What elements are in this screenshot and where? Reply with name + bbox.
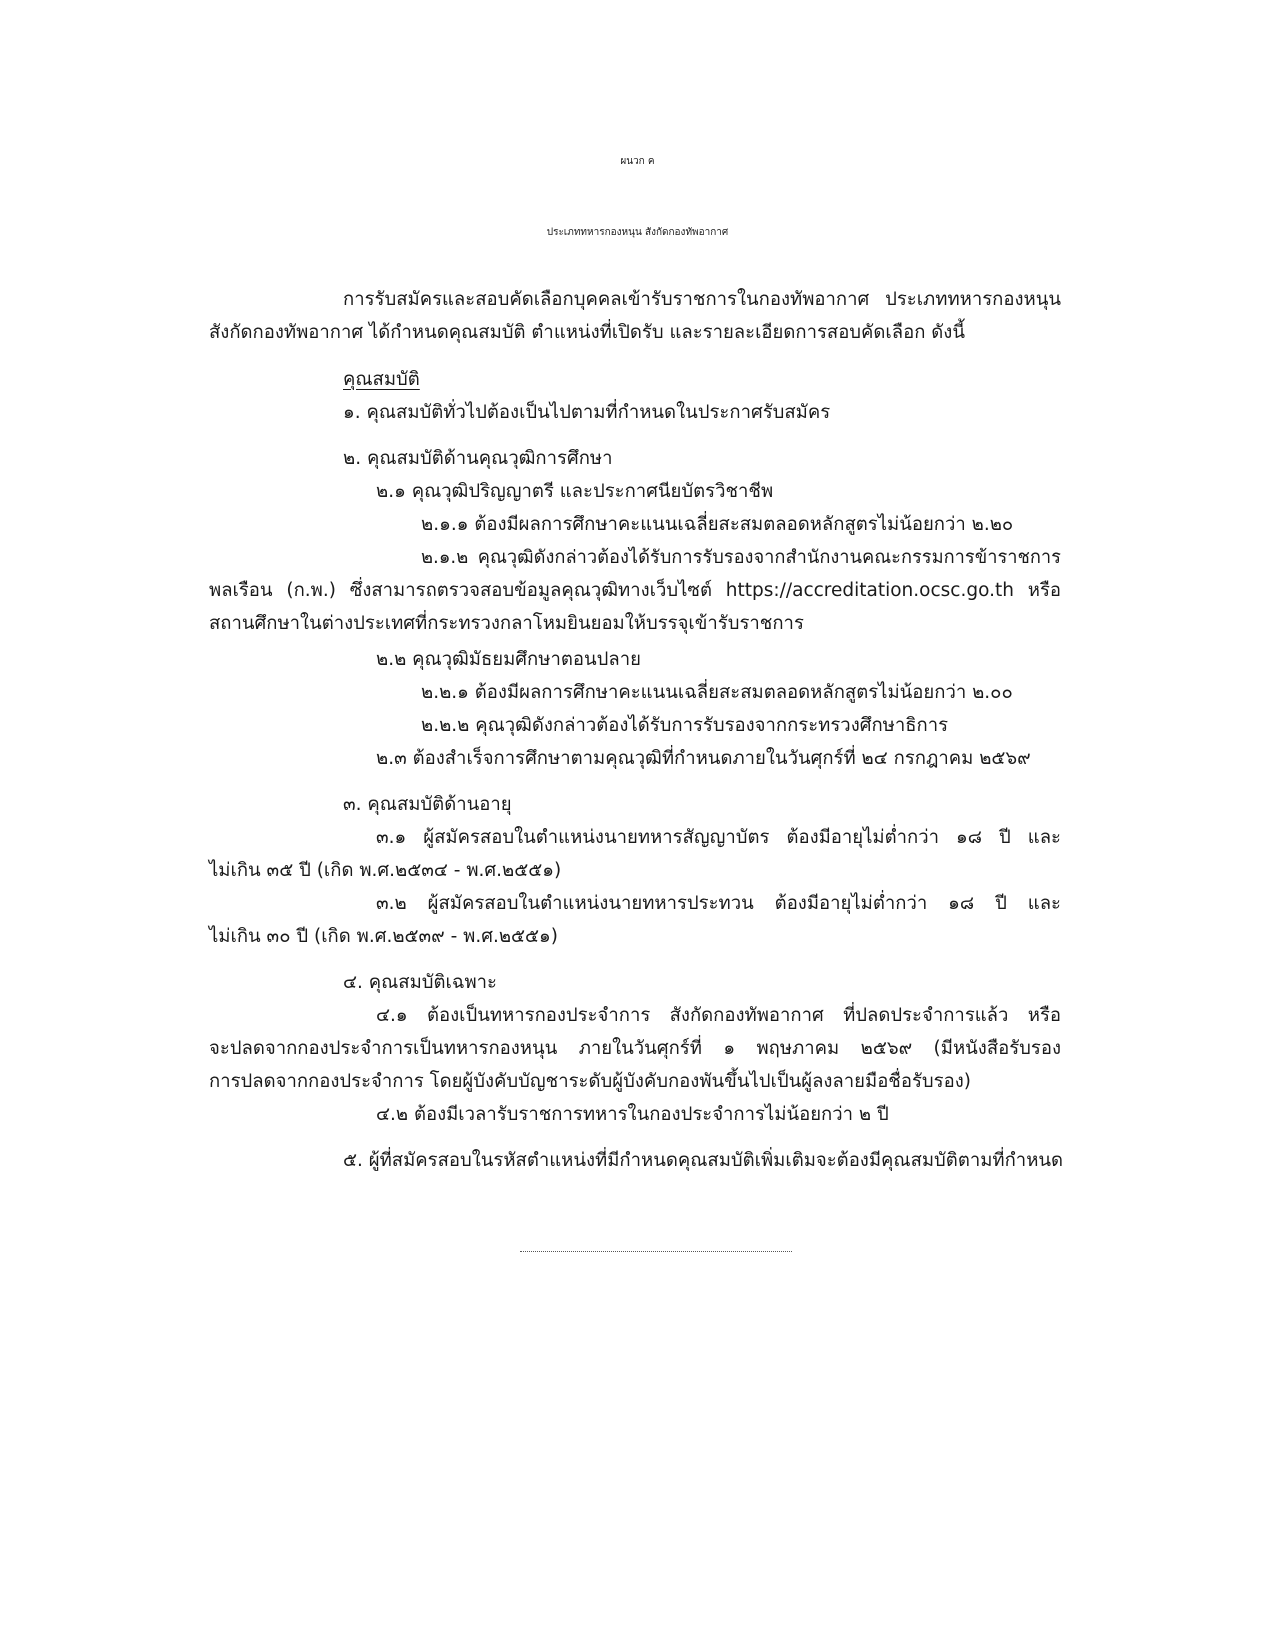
item-2-1: ๒.๑ คุณวุฒิปริญญาตรี และประกาศนียบัตรวิชาชีพ bbox=[376, 481, 774, 502]
item-4-2: ๔.๒ ต้องมีเวลารับราชการทหารในกองประจำการไม่น้อยกว่า ๒ ปี bbox=[376, 1104, 889, 1125]
item-4-1-line-2: จะปลดจากกองประจำการเป็นทหารกองหนุน ภายในวันศุกร์ที่ ๑ พฤษภาคม ๒๕๖๙ (มีหนังสือรับรอง bbox=[209, 1038, 1061, 1059]
item-2-2-1: ๒.๒.๑ ต้องมีผลการศึกษาคะแนนเฉลี่ยสะสมตลอดหลักสูตรไม่น้อยกว่า ๒.๐๐ bbox=[421, 682, 1013, 703]
appendix-title: ผนวก ค bbox=[620, 156, 655, 167]
item-2-1-2-line-1: ๒.๑.๒ คุณวุฒิดังกล่าวต้องได้รับการรับรองจากสำนักงานคณะกรรมการข้าราชการ bbox=[421, 547, 1061, 568]
item-3-2-line-2: ไม่เกิน ๓๐ ปี (เกิด พ.ศ.๒๕๓๙ - พ.ศ.๒๕๕๑) bbox=[209, 926, 559, 947]
item-2-1-1: ๒.๑.๑ ต้องมีผลการศึกษาคะแนนเฉลี่ยสะสมตลอดหลักสูตรไม่น้อยกว่า ๒.๒๐ bbox=[421, 514, 1014, 535]
item-3-2-line-1: ๓.๒ ผู้สมัครสอบในตำแหน่งนายทหารประทวน ต้องมีอายุไม่ต่ำกว่า ๑๘ ปี และ bbox=[376, 893, 1061, 914]
item-2-1-2-line-3: สถานศึกษาในต่างประเทศที่กระทรวงกลาโหมยินยอมให้บรรจุเข้ารับราชการ bbox=[209, 613, 804, 634]
item-1: ๑. คุณสมบัติทั่วไปต้องเป็นไปตามที่กำหนดในประกาศรับสมัคร bbox=[343, 402, 831, 423]
item-2-2: ๒.๒ คุณวุฒิมัธยมศึกษาตอนปลาย bbox=[376, 649, 641, 670]
section-heading: คุณสมบัติ bbox=[343, 369, 420, 390]
intro-paragraph-line-2: สังกัดกองทัพอากาศ ได้กำหนดคุณสมบัติ ตำแหน่งที่เปิดรับ และรายละเอียดการสอบคัดเลือก ดังนี้ bbox=[209, 322, 965, 343]
item-3-1-line-1: ๓.๑ ผู้สมัครสอบในตำแหน่งนายทหารสัญญาบัตร ต้องมีอายุไม่ต่ำกว่า ๑๘ ปี และ bbox=[376, 827, 1061, 848]
item-4-1-line-1: ๔.๑ ต้องเป็นทหารกองประจำการ สังกัดกองทัพอากาศ ที่ปลดประจำการแล้ว หรือ bbox=[376, 1005, 1061, 1026]
item-5: ๕. ผู้ที่สมัครสอบในรหัสตำแหน่งที่มีกำหนดคุณสมบัติเพิ่มเติมจะต้องมีคุณสมบัติตามที่กำหนด bbox=[343, 1150, 1064, 1171]
item-2: ๒. คุณสมบัติด้านคุณวุฒิการศึกษา bbox=[343, 448, 613, 469]
item-4: ๔. คุณสมบัติเฉพาะ bbox=[343, 972, 497, 993]
item-4-1-line-3: การปลดจากกองประจำการ โดยผู้บังคับบัญชาระดับผู้บังคับกองพันขึ้นไปเป็นผู้ลงลายมือชื่อรับรอง) bbox=[209, 1071, 971, 1092]
item-2-2-2: ๒.๒.๒ คุณวุฒิดังกล่าวต้องได้รับการรับรองจากกระทรวงศึกษาธิการ bbox=[421, 715, 949, 736]
item-3: ๓. คุณสมบัติด้านอายุ bbox=[343, 794, 512, 815]
intro-paragraph-line-1: การรับสมัครและสอบคัดเลือกบุคคลเข้ารับราชการในกองทัพอากาศ ประเภททหารกองหนุน bbox=[343, 289, 1061, 310]
item-3-1-line-2: ไม่เกิน ๓๕ ปี (เกิด พ.ศ.๒๕๓๔ - พ.ศ.๒๕๕๑) bbox=[209, 860, 562, 881]
end-of-document-rule bbox=[520, 1251, 792, 1252]
item-2-1-2-line-2: พลเรือน (ก.พ.) ซึ่งสามารถตรวจสอบข้อมูลคุณวุฒิทางเว็บไซต์ https://accreditation.ocsc.go.th หรือ bbox=[209, 580, 1061, 601]
document-subtitle: ประเภททหารกองหนุน สังกัดกองทัพอากาศ bbox=[546, 227, 729, 238]
item-2-3: ๒.๓ ต้องสำเร็จการศึกษาตามคุณวุฒิที่กำหนดภายในวันศุกร์ที่ ๒๔ กรกฎาคม ๒๕๖๙ bbox=[376, 748, 1031, 769]
